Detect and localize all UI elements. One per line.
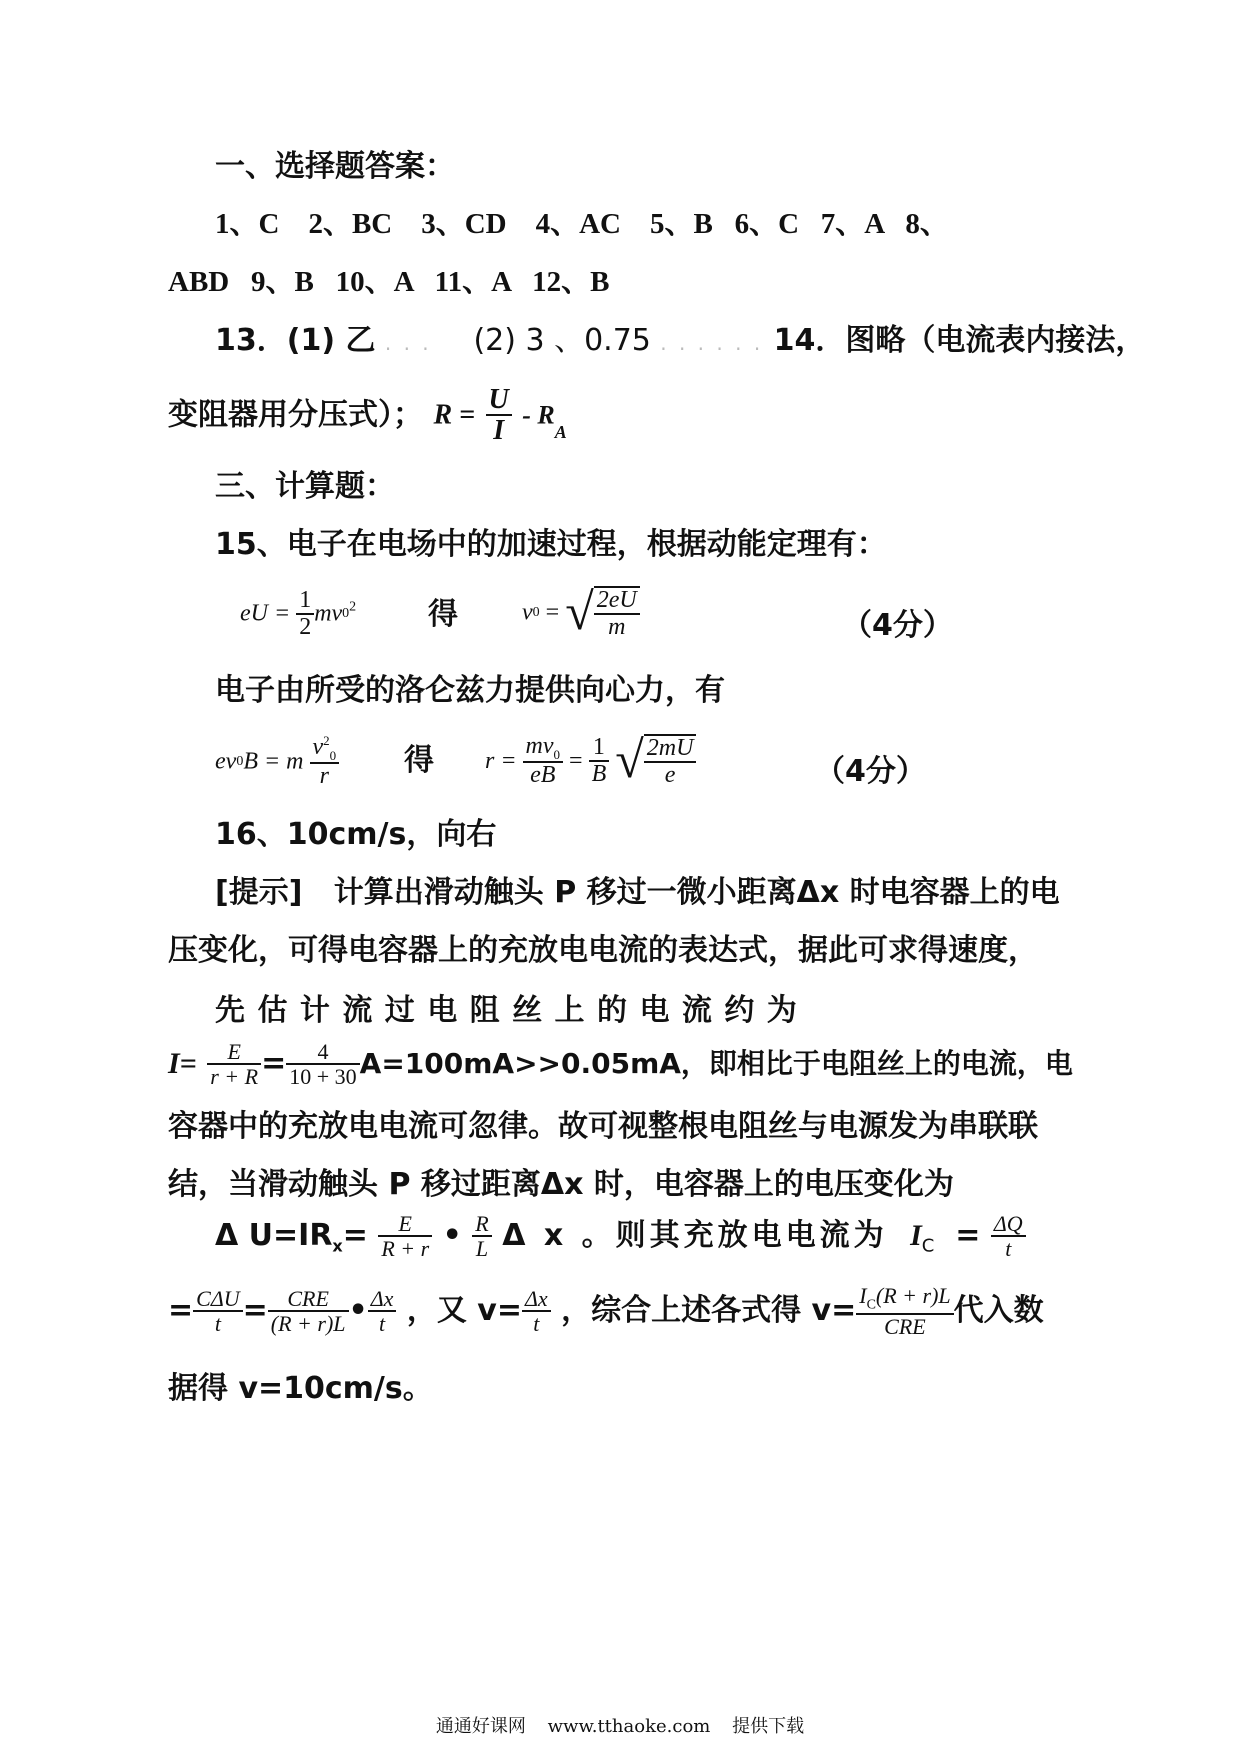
dU-f1-num: E <box>378 1212 432 1237</box>
eq1-lhs: eU = <box>240 600 291 627</box>
eq2-r: r = <box>485 747 517 774</box>
eq2-f1-den: eB <box>530 762 556 789</box>
dU-f1 <box>378 1212 432 1260</box>
eq1-sqrt-num: 2eU <box>594 588 640 615</box>
eq1-half-den: 2 <box>299 614 312 641</box>
eq2-sqrt-den: e <box>664 762 676 789</box>
I-f2-den: 10 + 30 <box>289 1064 357 1090</box>
mc-answers-line1: 1、C 2、BC 3、CD 4、AC 5、B 6、C 7、A 8、 <box>215 208 949 240</box>
eq2-sqrt: √ $\frac{2mU}{e}$ <box>615 734 696 788</box>
q16-answer: 16、10cm/s，向右 <box>215 817 497 852</box>
l2-f5-den: CRE <box>884 1314 926 1340</box>
I-f2-num: 4 <box>286 1040 359 1065</box>
dU-f1-den: R + r <box>381 1236 430 1262</box>
l2-f3-den: t <box>378 1311 386 1337</box>
q14-frac-num: U <box>486 385 512 416</box>
q15-eq2: ev0B = m $\frac{v^2_0}{r}$ <box>215 734 339 790</box>
l2-f2-num: CRE <box>268 1287 349 1312</box>
l2-f3 <box>368 1287 397 1335</box>
q16-final: 据得 v=10cm/s。 <box>168 1371 433 1406</box>
eq2-de: 得 <box>404 743 434 778</box>
q14-sub: A <box>554 421 567 442</box>
dU-f2 <box>472 1212 491 1260</box>
l2-f1 <box>193 1287 242 1335</box>
q16-dU-line: Δ $U=IR_x=$ $\frac{E}{R + r}$ • $\frac{R}{L}$ Δ x 。则其充放电电流为 $I_C$ = $\frac{\Delta Q}{t}$ <box>215 1212 1026 1260</box>
q16-line-b: 结，当滑动触头 P 移过距离Δx 时，电容器上的电压变化为 <box>168 1167 954 1202</box>
eq1-sqrt-den: m <box>608 614 626 641</box>
l2-end: 代入数 <box>953 1293 1044 1329</box>
eq2-sqrt-num: 2mU <box>644 736 697 763</box>
q14-start: 14．图略（电流表内接法， <box>773 323 1146 358</box>
q15-eq2-r: r = $\frac{mv_0}{eB}$ = $\frac{1}{B}$ √ $\frac{2mU}{e}$ <box>485 734 696 789</box>
q14-line2 <box>168 385 567 446</box>
q14-text: 变阻器用分压式）； <box>168 397 423 433</box>
eq2-ev: ev <box>215 748 237 775</box>
eq2-f2-den: B <box>591 761 607 788</box>
q16-est: 先 估 计 流 过 电 阻 丝 上 的 电 流 约 为 <box>215 993 798 1028</box>
dU-f2-den: L <box>475 1236 489 1262</box>
dU-sub: x <box>332 1236 343 1256</box>
dU-rest: Δ x 。则其充放电电流为 <box>502 1218 888 1254</box>
l2-f5 <box>856 1284 953 1338</box>
l2-f4-num: Δx <box>522 1287 551 1312</box>
eq1-mv: mv <box>314 600 343 627</box>
eq2-frac: $\frac{v^2_0}{r}$ <box>310 734 340 790</box>
l2-f2-den: (R + r)L <box>270 1311 346 1337</box>
footer <box>0 1712 1240 1738</box>
q15-eq1-v0: v0 = √ $\frac{2eU}{m}$ <box>522 586 640 640</box>
footer-url[interactable]: www.tthaoke.com <box>547 1716 711 1737</box>
q14-frac-den: I <box>493 415 505 447</box>
l2-f3-num: Δx <box>368 1287 397 1312</box>
Ic-num: ΔQ <box>991 1212 1026 1237</box>
l2-f1-den: t <box>214 1311 221 1337</box>
l2-f1-num: CΔU <box>193 1287 242 1312</box>
dU-lhs: Δ U=IR <box>215 1218 333 1254</box>
q13-part1: 13．(1) 乙 <box>215 323 376 358</box>
q15-mid: 电子由所受的洛仑兹力提供向心力，有 <box>215 673 725 708</box>
q14-rest: - R <box>522 400 555 430</box>
section1-title: 一、选择题答案： <box>215 149 455 184</box>
q13-part2: (2) 3 、0.75 <box>473 323 651 358</box>
score-2: （4分） <box>815 754 926 789</box>
l2-f5-num-rest: (R + r)L <box>875 1283 951 1308</box>
I-rest: A=100mA>>0.05mA，即相比于电阻丝上的电流，电 <box>359 1047 1073 1081</box>
eq2-B: B = m <box>243 748 304 775</box>
eq2-frac-num: v <box>312 734 324 760</box>
Ic-den: t <box>1005 1236 1012 1262</box>
eq1-v: v <box>522 599 533 626</box>
q16-hint1: [提示] 计算出滑动触头 P 移过一微小距离Δx 时电容器上的电 <box>215 875 1060 910</box>
Ic: I <box>910 1219 922 1253</box>
l2-f5-num: I <box>859 1283 867 1308</box>
score-1: （4分） <box>842 608 953 643</box>
section3-title: 三、计算题： <box>215 469 395 504</box>
eq2-f1: $\frac{mv_0}{eB}$ <box>523 734 563 789</box>
l2-you: ，又 v= <box>406 1293 522 1329</box>
eq1-half-num: 1 <box>296 588 314 615</box>
q15-eq1: eU = $\frac{1}{2}$ $mv0^2$ <box>240 587 357 641</box>
footer-site: 通通好课网 <box>435 1716 526 1737</box>
q16-current-line: = $\frac{\text{CΔU}}{t}$ = $\frac{\text{CRE}}{(R + r)L}$ • $\frac{\Delta x}{t}$ ，又 v= $\frac{\Delta x}{t}$ ，综合上述各式得 v= $\frac{I_C(R + r)L}{\text{CRE}}$ 代入数 <box>168 1283 1044 1340</box>
Ic-frac <box>991 1212 1026 1260</box>
l2-f2 <box>268 1287 349 1335</box>
I-f1-den: r + R <box>210 1064 259 1090</box>
q16-line-a: 容器中的充放电电流可忽律。故可视整根电阻丝与电源发为串联联 <box>168 1109 1038 1144</box>
l2-f4-den: t <box>533 1311 540 1337</box>
q15-intro: 15、电子在电场中的加速过程，根据动能定理有： <box>215 527 887 562</box>
l2-f4 <box>522 1287 551 1335</box>
I-f1-num: E <box>207 1040 261 1065</box>
q14-fraction <box>486 385 512 446</box>
dU-f2-num: R <box>472 1212 491 1237</box>
I-f1 <box>207 1040 261 1088</box>
I-f2 <box>286 1040 359 1088</box>
l2-f5-num-sub: C <box>866 1297 876 1313</box>
q13-line: 13．(1) 乙 . . . (2) 3 、0.75 . . . . . . 14．图略（电流表内接法， <box>215 323 1146 358</box>
q16-I-line: I= $\frac{E}{r + R}$ = $\frac{4}{10 + 30}$ A=100mA>>0.05mA，即相比于电阻丝上的电流，电 <box>168 1039 1073 1090</box>
q14-R-eq: R = <box>433 399 476 431</box>
q16-hint2: 压变化，可得电容器上的充放电电流的表达式，据此可求得速度， <box>168 933 1038 968</box>
mc-answers-line2: ABD 9、B 10、A 11、A 12、B <box>168 266 610 298</box>
eq1-sqrt: √ $\frac{2eU}{m}$ <box>565 586 640 640</box>
Ic-sub: C <box>921 1235 935 1257</box>
eq2-f2-num: 1 <box>589 735 610 762</box>
eq2-frac-den: r <box>319 763 329 790</box>
eq1-half <box>296 588 314 640</box>
I-lhs: I= <box>168 1047 197 1081</box>
eq2-f2 <box>589 735 610 787</box>
footer-note: 提供下载 <box>732 1716 805 1737</box>
eq2-f1-num: mv <box>525 733 554 759</box>
eq1-de: 得 <box>428 597 458 632</box>
l2-zonghe: ，综合上述各式得 v= <box>561 1293 857 1329</box>
